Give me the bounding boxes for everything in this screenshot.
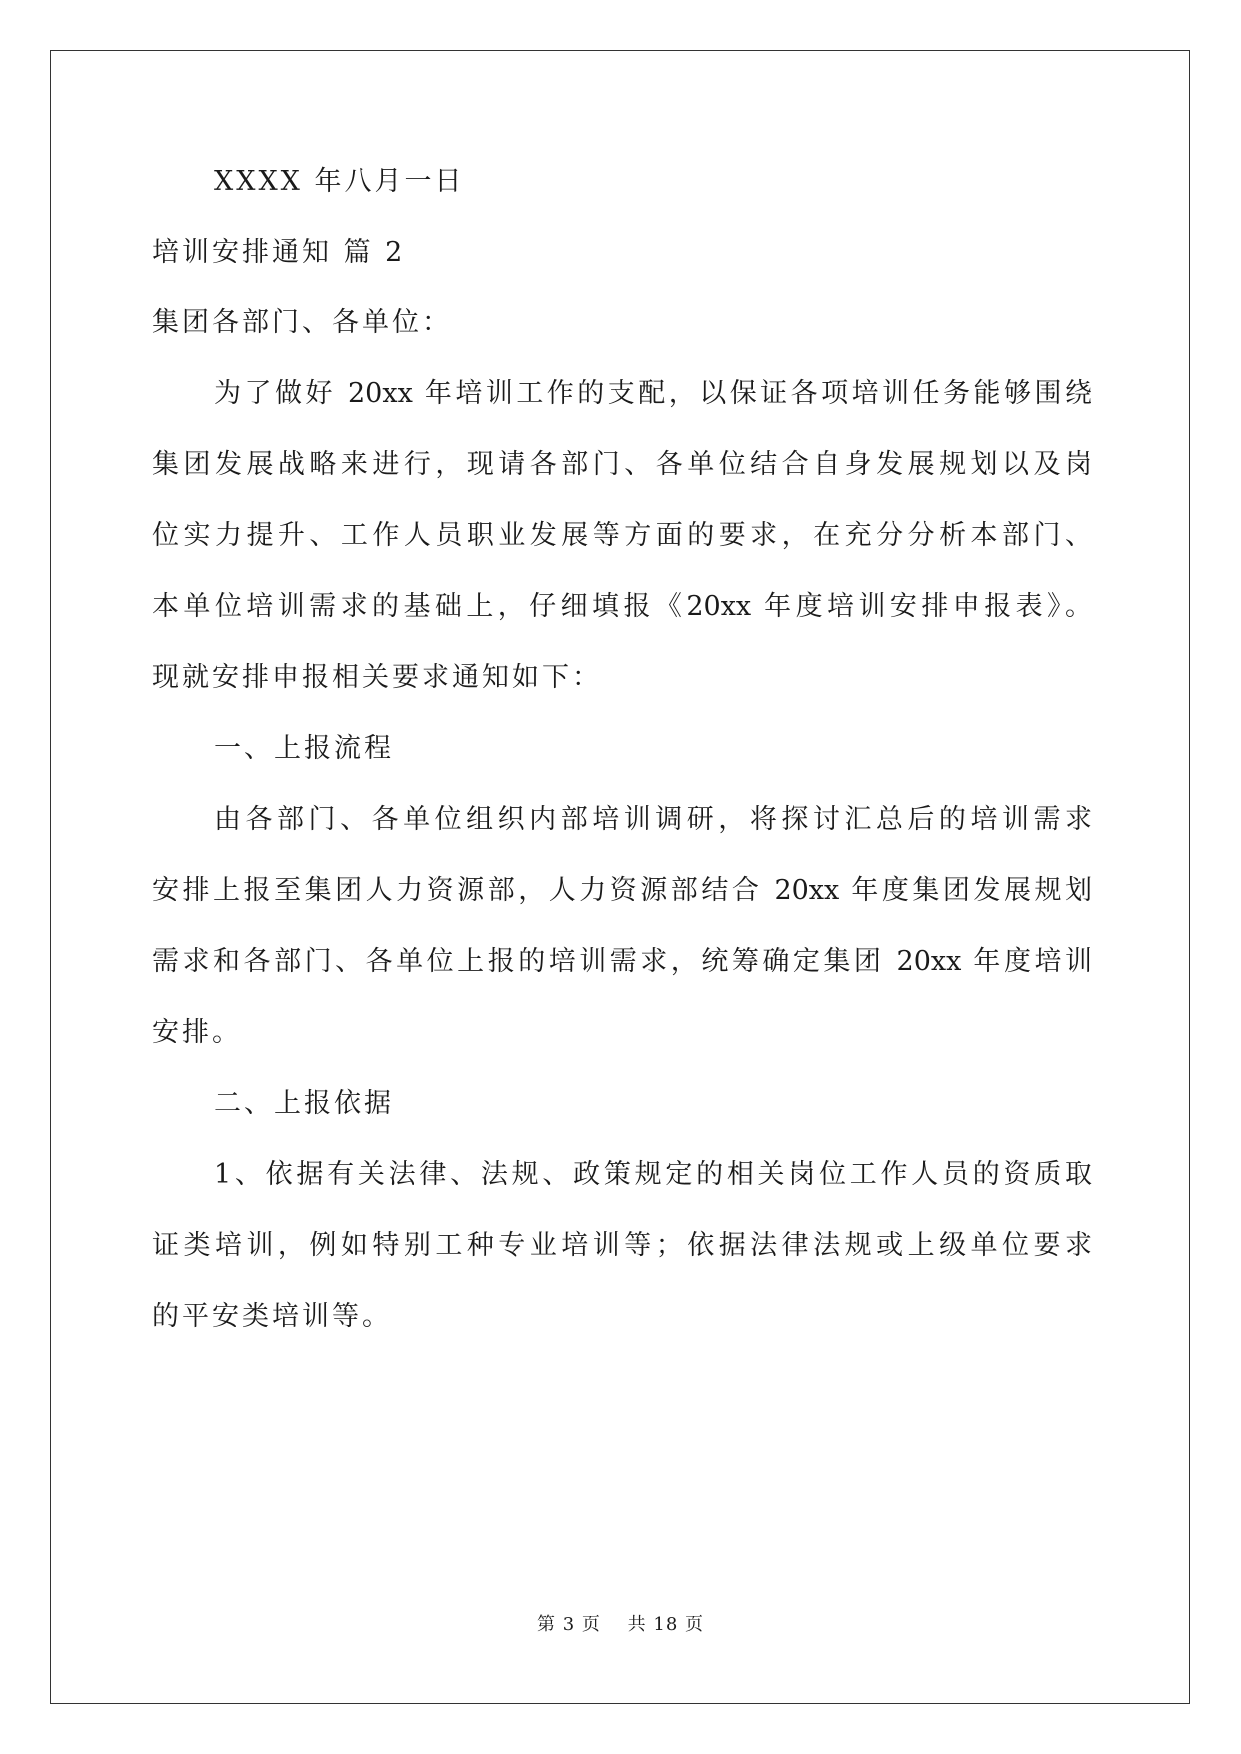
page-total: 共 18 页 <box>627 1614 704 1635</box>
page-number: 第 3 页 <box>537 1614 601 1635</box>
paragraph-line: 证类培训，例如特别工种专业培训等；依据法律法规或上级单位要求 <box>152 1230 1092 1261</box>
paragraph-line: 需求和各部门、各单位上报的培训需求，统筹确定集团 20xx 年度培训 <box>152 946 1092 977</box>
date-line: XXXX 年八月一日 <box>214 166 465 197</box>
paragraph-line: 1、依据有关法律、法规、政策规定的相关岗位工作人员的资质取 <box>214 1159 1092 1190</box>
paragraph-line: 为了做好 20xx 年培训工作的支配，以保证各项培训任务能够围绕 <box>214 378 1092 409</box>
paragraph-line: 集团发展战略来进行，现请各部门、各单位结合自身发展规划以及岗 <box>152 449 1092 480</box>
paragraph-line: 安排上报至集团人力资源部，人力资源部结合 20xx 年度集团发展规划 <box>152 875 1092 906</box>
paragraph-line: 安排。 <box>152 1017 242 1048</box>
salutation: 集团各部门、各单位： <box>152 307 452 338</box>
paragraph-line: 位实力提升、工作人员职业发展等方面的要求，在充分分析本部门、 <box>152 520 1092 551</box>
paragraph-line: 本单位培训需求的基础上，仔细填报《20xx 年度培训安排申报表》。 <box>152 591 1092 622</box>
paragraph-line: 的平安类培训等。 <box>152 1301 392 1332</box>
heading-report-basis: 二、上报依据 <box>214 1088 394 1119</box>
paragraph-line: 由各部门、各单位组织内部培训调研，将探讨汇总后的培训需求 <box>214 804 1092 835</box>
section-title: 培训安排通知 篇 2 <box>152 237 406 268</box>
paragraph-line: 现就安排申报相关要求通知如下： <box>152 662 602 693</box>
heading-report-process: 一、上报流程 <box>214 733 394 764</box>
page-footer <box>0 1610 1241 1636</box>
